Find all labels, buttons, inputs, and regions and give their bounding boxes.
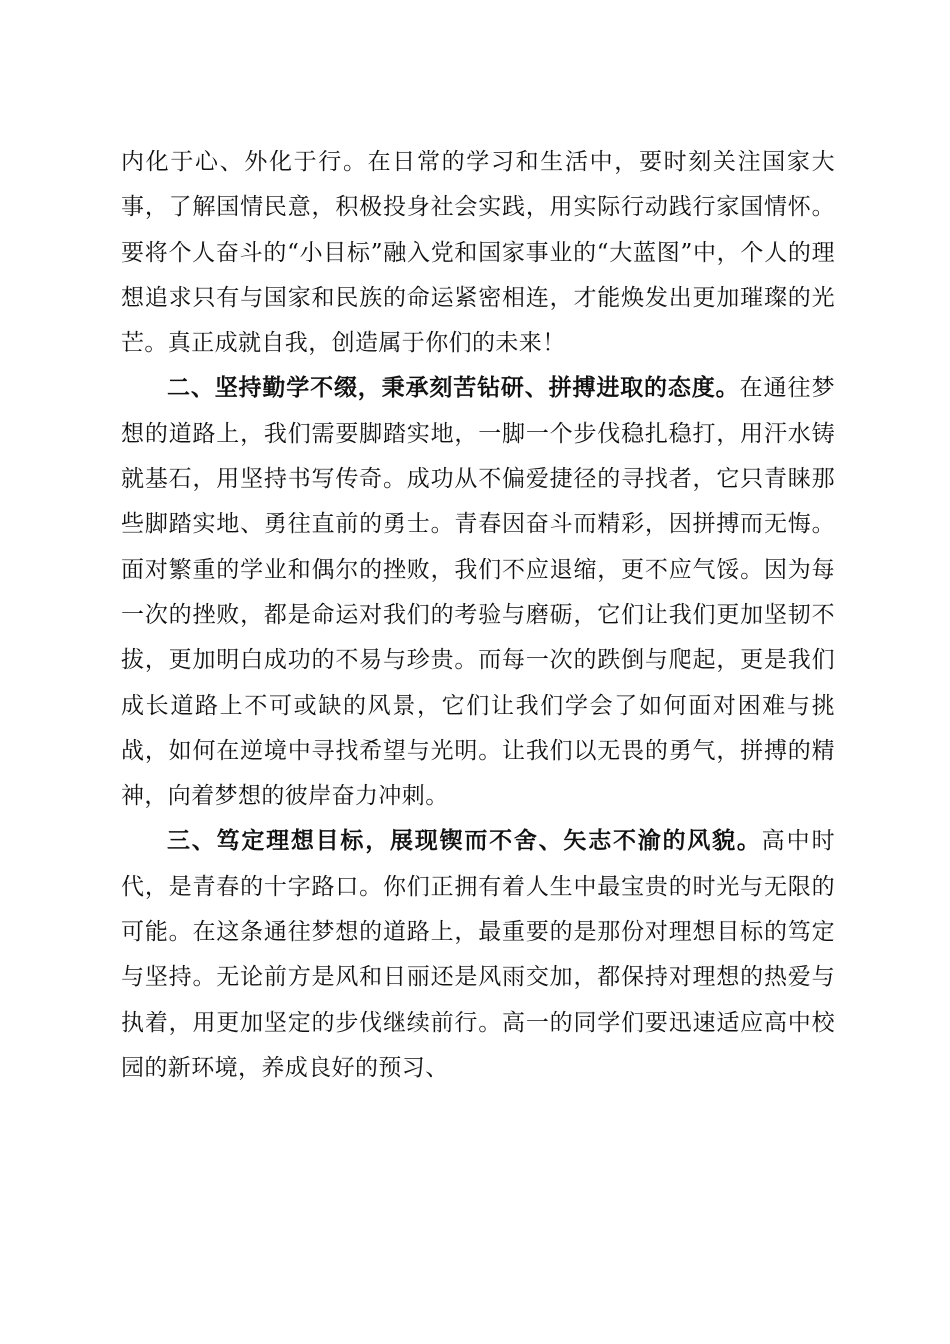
section-heading: 二、坚持勤学不缀，秉承刻苦钻研、拼搏进取的态度。	[167, 375, 740, 402]
paragraph-section-three	[121, 819, 835, 1091]
document-body	[121, 140, 835, 1091]
paragraph-text: 高中时代，是青春的十字路口。你们正拥有着人生中最宝贵的时光与无限的可能。在这条通往梦想的道路上，最重要的是那份对理想目标的笃定与坚持。无论前方是风和日丽还是风雨交加，都保持对理想的热爱与执着，用更加坚定的步伐继续前行。高一的同学们要迅速适应高中校园的新环境，养成良好的预习、	[121, 828, 835, 1081]
paragraph-text: 在通往梦想的道路上，我们需要脚踏实地，一脚一个步伐稳扎稳打，用汗水铸就基石，用坚持书写传奇。成功从不偏爱捷径的寻找者，它只青睐那些脚踏实地、勇往直前的勇士。青春因奋斗而精彩，因拼搏而无悔。面对繁重的学业和偶尔的挫败，我们不应退缩，更不应气馁。因为每一次的挫败，都是命运对我们的考验与磨砺，它们让我们更加坚韧不拔，更加明白成功的不易与珍贵。而每一次的跌倒与爬起，更是我们成长道路上不可或缺的风景，它们让我们学会了如何面对困难与挑战，如何在逆境中寻找希望与光明。让我们以无畏的勇气，拼搏的精神，向着梦想的彼岸奋力冲刺。	[121, 375, 835, 810]
paragraph-section-two	[121, 366, 835, 819]
paragraph-text: 内化于心、外化于行。在日常的学习和生活中，要时刻关注国家大事，了解国情民意，积极投身社会实践，用实际行动践行家国情怀。要将个人奋斗的“小目标”融入党和国家事业的“大蓝图”中，个人的理想追求只有与国家和民族的命运紧密相连，才能焕发出更加璀璨的光芒。真正成就自我，创造属于你们的未来！	[121, 149, 835, 357]
section-heading: 三、笃定理想目标，展现锲而不舍、矢志不渝的风貌。	[167, 828, 762, 855]
paragraph-continuation	[121, 140, 835, 366]
